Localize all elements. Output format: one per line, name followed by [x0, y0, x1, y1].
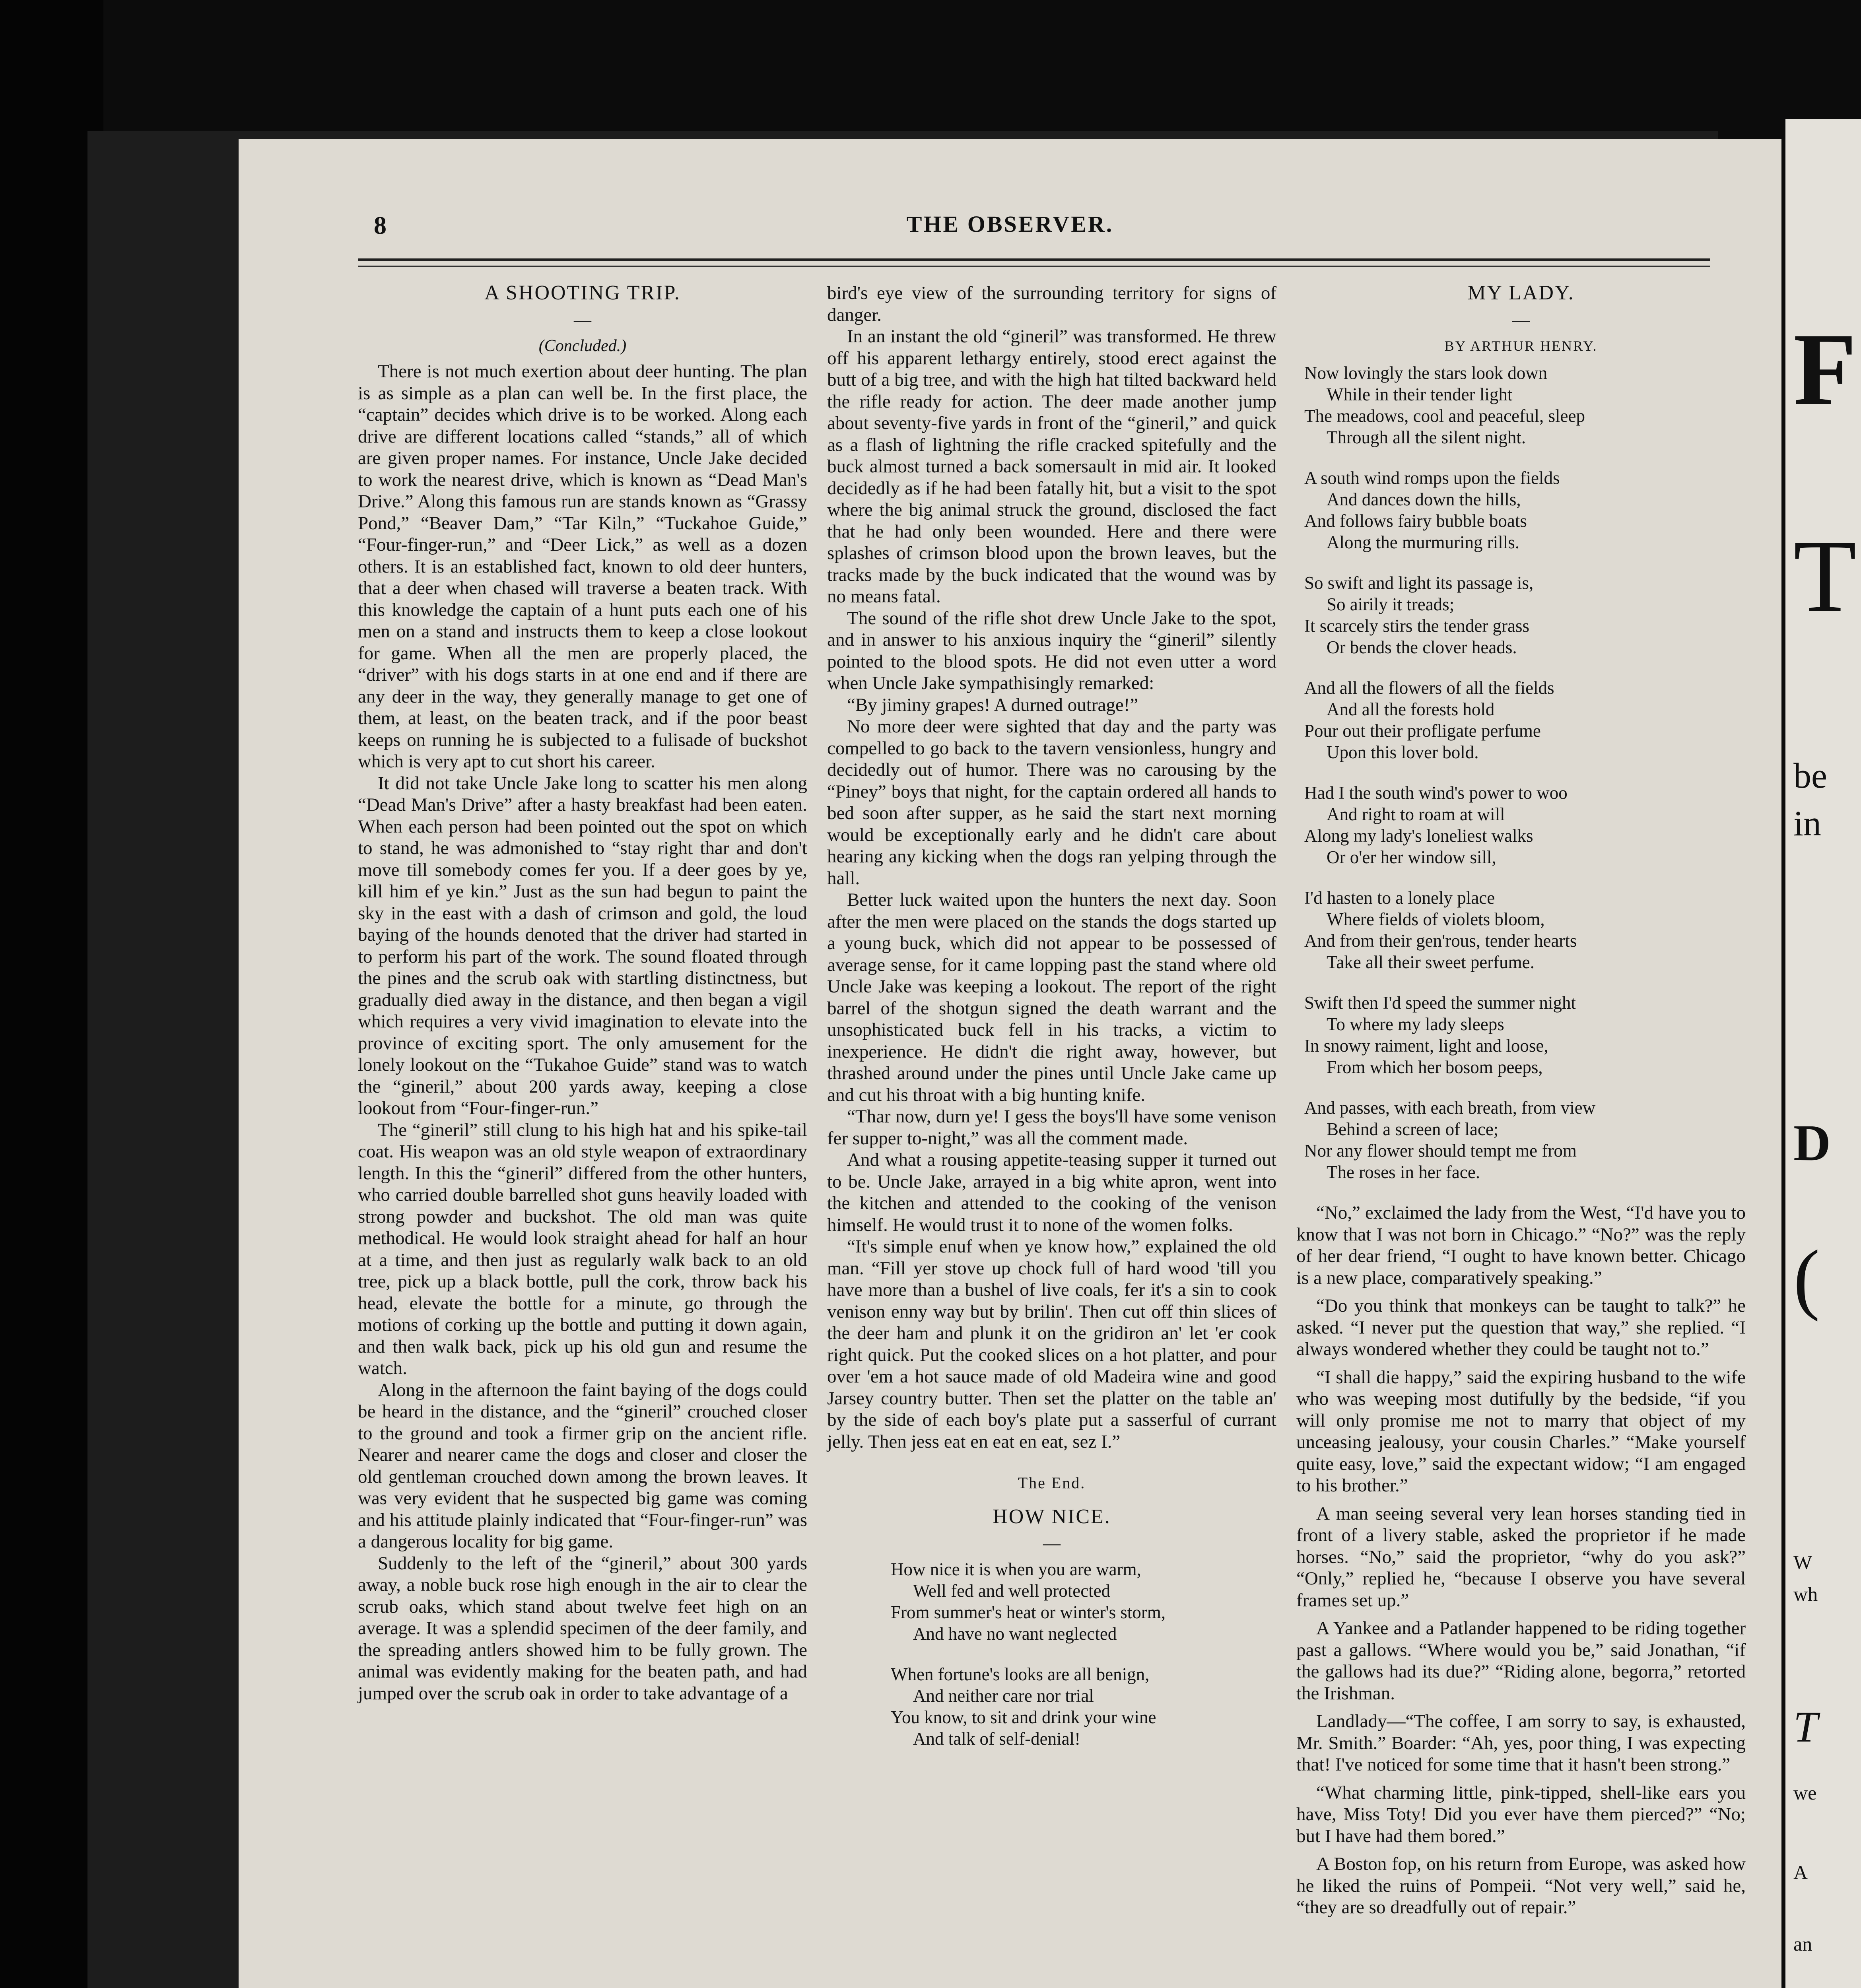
poem-line: And talk of self-denial!	[913, 1729, 1081, 1749]
paragraph: A Yankee and a Patlander happened to be riding together past a gallows. “Where would you be,” said Jonathan, “if the gallows had its due?” “Riding alone, begorra,” retorted the Irishman.	[1296, 1618, 1746, 1704]
paragraph: Better luck waited upon the hunters the next day. Soon after the men were placed on the stands the dogs started up a young buck, which did not appear to be possessed of average sense, for it came lopping past the stand where old Uncle Jake was keeping a lookout. The report of the right barrel of the shotgun signed the death warrant and the unsophisticated buck fell in his tracks, a victim to inexperience. He didn't die right away, however, but thrashed around under the pines until Uncle Jake came up and cut his throat with a big hunting knife.	[827, 889, 1276, 1105]
article-subtitle: (Concluded.)	[538, 336, 627, 355]
title-dash: —	[574, 310, 591, 330]
poem-title-dash: —	[1512, 310, 1530, 330]
column-3	[1296, 282, 1746, 1925]
poem-title-dash: —	[1043, 1534, 1061, 1553]
poem-line: It scarcely stirs the tender grass	[1304, 616, 1530, 636]
next-page-fragment: wh	[1793, 1583, 1818, 1605]
end-label: The End.	[1018, 1474, 1086, 1492]
poem-line: And passes, with each breath, from view	[1304, 1098, 1596, 1118]
poem-stanza	[1304, 362, 1746, 448]
poem-line: And have no want neglected	[913, 1624, 1117, 1644]
paragraph: “No,” exclaimed the lady from the West, “I'd have you to know that I was not born in Chicago.” “No?” was the reply of her dear friend, “I ought to have known better. Chicago is a new place, comparatively speaking.”	[1296, 1202, 1746, 1288]
paragraph: Along in the afternoon the faint baying of the dogs could be heard in the distance, and the “gineril” crouched closer to the ground and took a firmer grip on the ancient rifle. Nearer and nearer came the dogs and closer and closer the old gentleman crouched down among the brown leaves. It was very evident that he suspected big game was coming and his attitude plainly indicated that “Four-finger-run” was a dangerous locality for big game.	[358, 1379, 807, 1552]
poem-byline: BY ARTHUR HENRY.	[1444, 338, 1598, 354]
poem-line: In snowy raiment, light and loose,	[1304, 1036, 1548, 1056]
anecdotes	[1296, 1202, 1746, 1918]
poem-line: And from their gen'rous, tender hearts	[1304, 931, 1577, 951]
poem-stanza	[1304, 1097, 1746, 1183]
poem-line: Through all the silent night.	[1327, 427, 1526, 447]
poem-line: Now lovingly the stars look down	[1304, 363, 1548, 383]
paragraph: “It's simple enuf when ye know how,” explained the old man. “Fill yer stove up chock full of hard wood 'till you have more than a bushel of live coals, fer it's a sin to cook venison enny way but by brilin'. Then cut off thin slices of the deer ham and plunk it on the gridiron an' let 'er cook right quick. Put the cooked slices on a hot platter, and pour over 'em a hot sauce made of old Madeira wine and good Jarsey country butter. Then set the platter on the table an' by the side of each boy's plate put a sasserful of currant jelly. Then jess eat en eat en eat, sez I.”	[827, 1236, 1276, 1452]
poem-line: Swift then I'd speed the summer night	[1304, 993, 1576, 1013]
next-page-fragment: F	[1793, 312, 1857, 427]
poem-line: The roses in her face.	[1327, 1162, 1480, 1182]
poem-line: When fortune's looks are all benign,	[891, 1664, 1150, 1684]
column-2	[827, 282, 1276, 1769]
paragraph: The sound of the rifle shot drew Uncle Jake to the spot, and in answer to his anxious inquiry the “gineril” silently pointed to the blood spots. He did not even utter a word when Uncle Jake sympathisingly remarked:	[827, 608, 1276, 693]
next-page-fragment: T	[1793, 519, 1857, 633]
newspaper-page	[239, 139, 1781, 1988]
paragraph: “By jiminy grapes! A durned outrage!”	[847, 694, 1138, 715]
next-page-fragment: in	[1793, 804, 1822, 843]
poem-line: Well fed and well protected	[913, 1581, 1111, 1601]
poem-line: Along the murmuring rills.	[1327, 532, 1519, 552]
poem-line: While in their tender light	[1327, 384, 1513, 404]
poem-title: MY LADY.	[1467, 282, 1575, 304]
next-page-fragment: W	[1793, 1551, 1812, 1573]
poem-line: And follows fairy bubble boats	[1304, 511, 1527, 531]
next-page-fragment: T	[1793, 1703, 1818, 1751]
paragraph: In an instant the old “gineril” was transformed. He threw off his apparent lethargy entirely, stood erect against the butt of a big tree, and with the high hat tilted backward held the rifle ready for action. The deer made another jump about seventy-five yards in front of the “gineril,” and quick as a flash of lightning the rifle cracked spitefully and the buck almost turned a back somersault in mid air. It looked decidedly as if he had been fatally hit, but a visit to the spot where the big animal struck the ground, disclosed the fact that he had only been wounded. Here and there were splashes of crimson blood upon the brown leaves, but the tracks made by the buck indicated that the wound was by no means fatal.	[827, 326, 1276, 607]
poem-stanza	[1304, 467, 1746, 553]
poem-stanza	[1304, 992, 1746, 1078]
poem-line: The meadows, cool and peaceful, sleep	[1304, 406, 1585, 426]
poem-line: So airily it treads;	[1327, 594, 1455, 614]
paragraph: Suddenly to the left of the “gineril,” about 300 yards away, a noble buck rose high enough in the air to clear the scrub oaks, which stand about twelve feet high on an average. It was a splendid specimen of the deer family, and the spreading antlers showed him to be fully grown. The animal was evidently making for the beaten path, and had jumped over the scrub oak in order to take advantage of a	[358, 1553, 807, 1704]
poem-line: A south wind romps upon the fields	[1304, 468, 1560, 488]
poem-line: Along my lady's loneliest walks	[1304, 826, 1533, 846]
poem-line: Where fields of violets bloom,	[1327, 909, 1545, 929]
poem-line: So swift and light its passage is,	[1304, 573, 1534, 593]
poem-line: And dances down the hills,	[1327, 489, 1521, 509]
poem-line: Had I the south wind's power to woo	[1304, 783, 1568, 803]
paragraph: A man seeing several very lean horses standing tied in front of a livery stable, asked the proprietor if he made horses. “No,” said the proprietor, “why do you ask?” “Only,” replied he, “because I observe you have several frames set up.”	[1296, 1503, 1746, 1611]
article-title: A SHOOTING TRIP.	[484, 282, 681, 304]
poem-line: From which her bosom peeps,	[1327, 1057, 1543, 1077]
poem-line: And all the flowers of all the fields	[1304, 678, 1554, 698]
paragraph: No more deer were sighted that day and the party was compelled to go back to the tavern vensionless, hungry and decidedly out of humor. There was no carousing by the “Piney” boys that night, for the captain ordered all hands to bed soon after supper, as he said the start next morning would be exceptionally early and he didn't care about hearing any kicking when the dogs ran yelping through the hall.	[827, 716, 1276, 889]
poem-line: And neither care nor trial	[913, 1686, 1094, 1706]
next-page-fragment: be	[1793, 756, 1827, 796]
poem-line: Pour out their profligate perfume	[1304, 721, 1541, 741]
paragraph: “Thar now, durn ye! I gess the boys'll have some venison fer supper to-night,” was all the comment made.	[827, 1106, 1276, 1149]
poem-line: And right to roam at will	[1327, 804, 1505, 824]
paragraph: “What charming little, pink-tipped, shell-like ears you have, Miss Toty! Did you ever have them pierced?” “No; but I have had them bored.”	[1296, 1782, 1746, 1846]
poem-line: Nor any flower should tempt me from	[1304, 1141, 1577, 1161]
poem-line: Upon this lover bold.	[1327, 742, 1479, 762]
poem-stanza	[891, 1664, 1276, 1749]
poem-line: Behind a screen of lace;	[1327, 1119, 1499, 1139]
poem-line: I'd hasten to a lonely place	[1304, 888, 1495, 908]
poem-title: HOW NICE.	[993, 1505, 1111, 1528]
next-page-fragment: D	[1793, 1114, 1831, 1172]
poem-line: Or bends the clover heads.	[1327, 637, 1517, 657]
next-page-fragment: (	[1793, 1234, 1820, 1322]
paragraph: A Boston fop, on his return from Europe, was asked how he liked the ruins of Pompeii. “Not very well,” said he, “they are so dreadfully out of repair.”	[1296, 1854, 1746, 1918]
header-rule-thin	[358, 266, 1710, 267]
poem-stanza	[1304, 572, 1746, 658]
poem-line: From summer's heat or winter's storm,	[891, 1602, 1166, 1622]
poem-stanza	[1304, 887, 1746, 973]
poem-stanza	[891, 1559, 1276, 1644]
paragraph: “I shall die happy,” said the expiring husband to the wife who was weeping most dutifully by the bedside, “if you will only promise me not to marry that object of my unceasing jealousy, your cousin Charles.” “Make yourself quite easy, love,” said the expectant widow; “I am engaged to his brother.”	[1296, 1367, 1746, 1496]
masthead: THE OBSERVER.	[906, 211, 1114, 237]
paragraph: There is not much exertion about deer hunting. The plan is as simple as a plan can well be. In the first place, the “captain” decides which drive is to be worked. Along each drive are different locations called “stands,” all of which are given proper names. For instance, Uncle Jake decided to work the nearest drive, which is known as “Dead Man's Drive.” Along this famous run are stands known as “Grassy Pond,” “Beaver Dam,” “Tar Kiln,” “Tuckahoe Guide,” “Four-finger-run,” and “Deer Lick,” as well as a dozen others. It is an established fact, known to old deer hunters, that a deer when chased will traverse a beaten track. With this knowledge the captain of a hunt puts each one of his men on a stand and instructs them to keep a close lookout for game. When all the men are properly placed, the “driver” with his dogs starts in at one end and if there are any deer in the way, they generally manage to get one of them, at least, on the beaten track, and if the poor beast keeps on running he is subjected to a fulisade of buckshot which is very apt to cut short his career.	[358, 361, 807, 772]
column-1	[358, 282, 807, 1704]
paragraph: bird's eye view of the surrounding territory for signs of danger.	[827, 283, 1276, 325]
paragraph: The “gineril” still clung to his high hat and his spike-tail coat. His weapon was an old style weapon of extraordinary length. In this the “gineril” differed from the other hunters, who carried double barrelled shot guns heavily loaded with strong powder and buckshot. The old man was quite methodical. He would look straight ahead for half an hour at a time, and then just as regularly walk back to an old tree, pick up a black bottle, pull the cork, throw back his head, elevate the bottle for a minute, go through the motions of corking up the bottle and putting it down again, and then walk back, pick up his old gun and resume the watch.	[358, 1119, 807, 1378]
poem-line: To where my lady sleeps	[1327, 1014, 1504, 1034]
page-number: 8	[374, 211, 387, 239]
paragraph: And what a rousing appetite-teasing supper it turned out to be. Uncle Jake, arrayed in a big white apron, went into the kitchen and attended to the cooking of the venison himself. He would trust it to none of the women folks.	[827, 1149, 1276, 1235]
adjacent-page-edge	[1785, 119, 1861, 1988]
paragraph: “Do you think that monkeys can be taught to talk?” he asked. “I never put the question that way,” she replied. “I always wondered whether they could be taught not to.”	[1296, 1295, 1746, 1359]
poem-stanza	[1304, 677, 1746, 763]
next-page-fragment: we	[1793, 1782, 1817, 1804]
next-page-fragment: an	[1793, 1933, 1812, 1955]
paragraph: Landlady—“The coffee, I am sorry to say, is exhausted, Mr. Smith.” Boarder: “Ah, yes, poor thing, I was expecting that! I've noticed for some time that it hasn't been strong.”	[1296, 1711, 1746, 1775]
header-rule	[358, 258, 1710, 261]
poem-stanza	[1304, 782, 1746, 868]
poem-line: Or o'er her window sill,	[1327, 847, 1496, 867]
poem-line: Take all their sweet perfume.	[1327, 952, 1535, 972]
poem-line: How nice it is when you are warm,	[891, 1559, 1141, 1579]
next-page-fragment: A	[1793, 1861, 1808, 1883]
poem-line: You know, to sit and drink your wine	[891, 1707, 1156, 1727]
poem-how-nice	[827, 1559, 1276, 1749]
paragraph: It did not take Uncle Jake long to scatter his men along “Dead Man's Drive” after a hasty breakfast had been eaten. When each person had been pointed out the spot on which to stand, he was admonished to “stay right thar and don't move till somebody comes fer you. If a deer goes by ye, kill him ef ye kin.” Just as the sun had begun to paint the sky in the east with a dash of crimson and gold, the loud baying of the hounds denoted that the driver had started in to perform his part of the work. The sound floated through the pines and the scrub oak with startling distinctness, but gradually died away in the distance, and then began a vigil which requires a very vivid imagination to elevate into the province of exciting sport. The only amusement for the lonely lookout on the “Tukahoe Guide” stand was to watch the “gineril,” about 200 yards away, keeping a close lookout from “Four-finger-run.”	[358, 773, 807, 1118]
poem-my-lady	[1296, 362, 1746, 1183]
page-header	[239, 211, 1781, 254]
poem-line: And all the forests hold	[1327, 699, 1495, 719]
